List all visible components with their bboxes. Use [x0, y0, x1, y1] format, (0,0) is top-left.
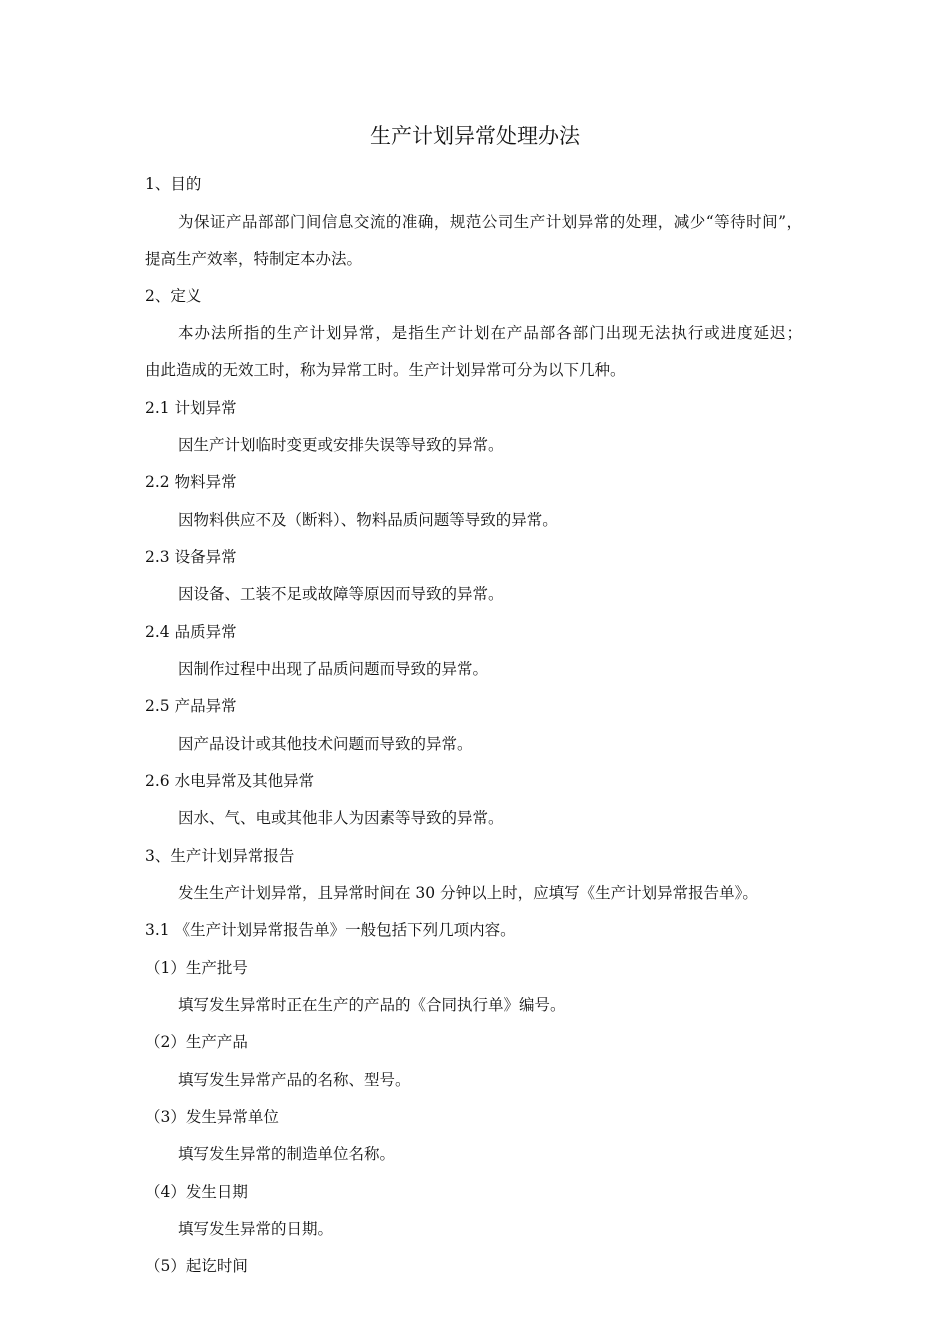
list-item-heading: （3）发生异常单位 [145, 1108, 279, 1126]
subsection-heading: 2.6 水电异常及其他异常 [145, 772, 315, 790]
paragraph-line: 由此造成的无效工时，称为异常工时。生产计划异常可分为以下几种。 [145, 361, 626, 379]
paragraph-line: 因制作过程中出现了品质问题而导致的异常。 [178, 660, 489, 678]
paragraph-line: 填写发生异常的日期。 [178, 1220, 334, 1238]
subsection-heading: 2.4 品质异常 [145, 623, 237, 641]
section-heading-report: 3、生产计划异常报告 [145, 847, 295, 865]
list-item-heading: （2）生产产品 [145, 1033, 248, 1051]
paragraph-line: 填写发生异常产品的名称、型号。 [178, 1071, 411, 1089]
paragraph-line: 因物料供应不及（断料）、物料品质问题等导致的异常。 [178, 511, 558, 529]
paragraph-line: 发生生产计划异常，且异常时间在 30 分钟以上时，应填写《生产计划异常报告单》。 [178, 884, 758, 902]
paragraph-line: 本办法所指的生产计划异常，是指生产计划在产品部各部门出现无法执行或进度延迟； [178, 324, 802, 342]
paragraph-line: 填写发生异常的制造单位名称。 [178, 1145, 396, 1163]
subsection-heading: 2.1 计划异常 [145, 399, 237, 417]
paragraph-line: 因水、气、电或其他非人为因素等导致的异常。 [178, 809, 504, 827]
list-item-heading: （4）发生日期 [145, 1183, 248, 1201]
subsection-heading: 2.2 物料异常 [145, 473, 237, 491]
document-title: 生产计划异常处理办法 [370, 124, 580, 148]
list-item-heading: （5）起讫时间 [145, 1257, 248, 1275]
paragraph-line: 提高生产效率，特制定本办法。 [145, 250, 363, 268]
subsection-heading: 2.5 产品异常 [145, 697, 237, 715]
paragraph-line: 为保证产品部部门间信息交流的准确，规范公司生产计划异常的处理，减少“等待时间”， [178, 213, 802, 231]
paragraph-line: 因设备、工装不足或故障等原因而导致的异常。 [178, 585, 504, 603]
section-heading-definition: 2、定义 [145, 287, 202, 305]
paragraph-line: 因生产计划临时变更或安排失误等导致的异常。 [178, 436, 504, 454]
section-heading-purpose: 1、目的 [145, 175, 202, 193]
paragraph-line: 填写发生异常时正在生产的产品的《合同执行单》编号。 [178, 996, 566, 1014]
subsection-heading: 3.1 《生产计划异常报告单》一般包括下列几项内容。 [145, 921, 516, 939]
subsection-heading: 2.3 设备异常 [145, 548, 237, 566]
list-item-heading: （1）生产批号 [145, 959, 248, 977]
paragraph-line: 因产品设计或其他技术问题而导致的异常。 [178, 735, 473, 753]
